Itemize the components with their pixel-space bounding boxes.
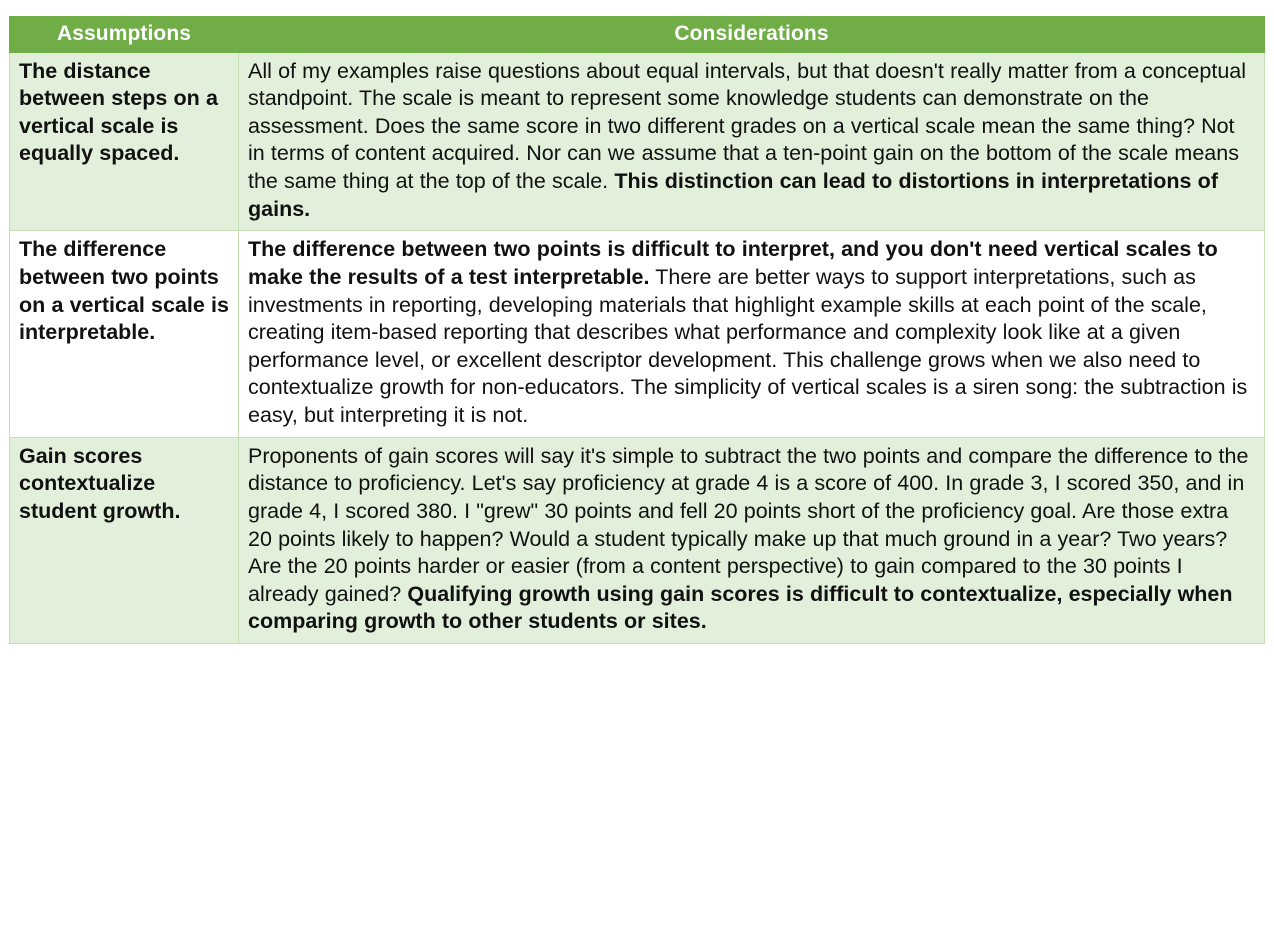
column-header-assumptions: Assumptions xyxy=(10,17,239,53)
assumption-cell: The difference between two points on a vertical scale is interpretable. xyxy=(10,231,239,437)
table-body xyxy=(10,52,1265,644)
table-row xyxy=(10,52,1265,231)
consideration-cell xyxy=(239,437,1265,643)
body-text: All of my examples raise questions about equal intervals, but that doesn't really matter from a conceptual standpoint. The scale is meant to represent some knowledge students can demonstrate on the assessment. Does the same score in two different grades on a vertical scale mean the same thing? Not in terms of content acquired. Nor can we assume that a ten-point gain on the bottom of the scale means the same thing at the top of the scale. xyxy=(248,58,1247,194)
body-text: Proponents of gain scores will say it's simple to subtract the two points and compare the difference to the distance to proficiency. Let's say proficiency at grade 4 is a score of 400. In grade 3, I scored 350, and in grade 4, I scored 380. I "grew" 30 points and fell 20 points short of the proficiency goal. Are those extra 20 points likely to happen? Would a student typically make up that much ground in a year? Two years? Are the 20 points harder or easier (from a content perspective) to gain compared to the 30 points I already gained? xyxy=(248,443,1249,606)
column-header-considerations: Considerations xyxy=(239,17,1265,53)
table-row xyxy=(10,437,1265,643)
emphasis-text: This distinction can lead to distortions in interpretations of gains. xyxy=(248,169,1218,221)
header-row xyxy=(10,17,1265,53)
body-text: There are better ways to support interpretations, such as investments in reporting, developing materials that highlight example skills at each point of the scale, creating item-based reporting that describes what performance and complexity look like at a given performance level, or excellent descriptor development. This challenge grows when we also need to contextualize growth for non-educators. The simplicity of vertical scales is a siren song: the subtraction is easy, but interpreting it is not. xyxy=(248,264,1248,428)
emphasis-text: The difference between two points is difficult to interpret, and you don't need vertical scales to make the results of a test interpretable. xyxy=(248,237,1218,289)
consideration-cell xyxy=(239,52,1265,231)
consideration-cell xyxy=(239,231,1265,437)
assumption-cell: The distance between steps on a vertical scale is equally spaced. xyxy=(10,52,239,231)
assumptions-considerations-table xyxy=(9,16,1265,644)
table-row xyxy=(10,231,1265,437)
emphasis-text: Qualifying growth using gain scores is difficult to contextualize, especially when comparing growth to other students or sites. xyxy=(248,581,1233,634)
table-header xyxy=(10,17,1265,53)
assumption-cell: Gain scores contextualize student growth. xyxy=(10,437,239,643)
